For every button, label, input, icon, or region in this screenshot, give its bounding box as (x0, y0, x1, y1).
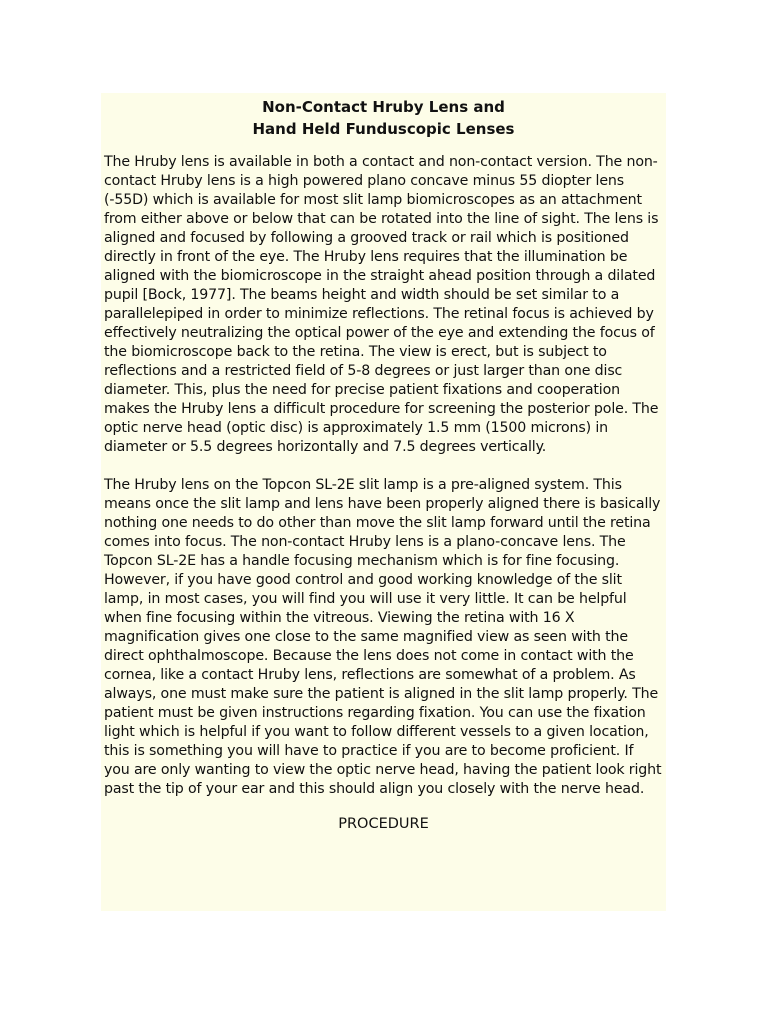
title-line-2: Hand Held Funduscopic Lenses (252, 120, 515, 138)
paragraph-1: The Hruby lens is available in both a contact and non-contact version. The non-contact Hruby lens is a high powered plano concave minus 55 diopter lens (-55D) which is available for most slit lamp biomicroscopes as an attachment from either above or below that can be rotated into the line of sight. The lens is aligned and focused by following a grooved track or rail which is positioned directly in front of the eye. The Hruby lens requires that the illumination be aligned with the biomicroscope in the straight ahead position through a dilated pupil [Bock, 1977]. The beams height and width should be set similar to a parallelepiped in order to minimize reflections. The retinal focus is achieved by effectively neutralizing the optical power of the eye and extending the focus of the biomicroscope back to the retina. The view is erect, but is subject to reflections and a restricted field of 5-8 degrees or just larger than one disc diameter. This, plus the need for precise patient fixations and cooperation makes the Hruby lens a difficult procedure for screening the posterior pole. The optic nerve head (optic disc) is approximately 1.5 mm (1500 microns) in diameter or 5.5 degrees horizontally and 7.5 degrees vertically. (104, 154, 659, 455)
title-line-1: Non-Contact Hruby Lens and (262, 98, 505, 116)
document-panel (101, 93, 666, 911)
document-title (104, 96, 663, 140)
paragraph-2: The Hruby lens on the Topcon SL-2E slit lamp is a pre-aligned system. This means once the slit lamp and lens have been properly aligned there is basically nothing one needs to do other than move the slit lamp forward until the retina comes into focus. The non-contact Hruby lens is a plano-concave lens. The Topcon SL-2E has a handle focusing mechanism which is for fine focusing. However, if you have good control and good working knowledge of the slit lamp, in most cases, you will find you will use it very little. It can be helpful when fine focusing within the vitreous. Viewing the retina with 16 X magnification gives one close to the same magnified view as seen with the direct ophthalmoscope. Because the lens does not come in contact with the cornea, like a contact Hruby lens, reflections are somewhat of a problem. As always, one must make sure the patient is aligned in the slit lamp properly. The patient must be given instructions regarding fixation. You can use the fixation light which is helpful if you want to follow different vessels to a given location, this is something you will have to practice if you are to become proficient. If you are only wanting to view the optic nerve head, having the patient look right past the tip of your ear and this should align you closely with the nerve head. (104, 477, 662, 797)
section-heading-procedure: PROCEDURE (338, 816, 429, 832)
